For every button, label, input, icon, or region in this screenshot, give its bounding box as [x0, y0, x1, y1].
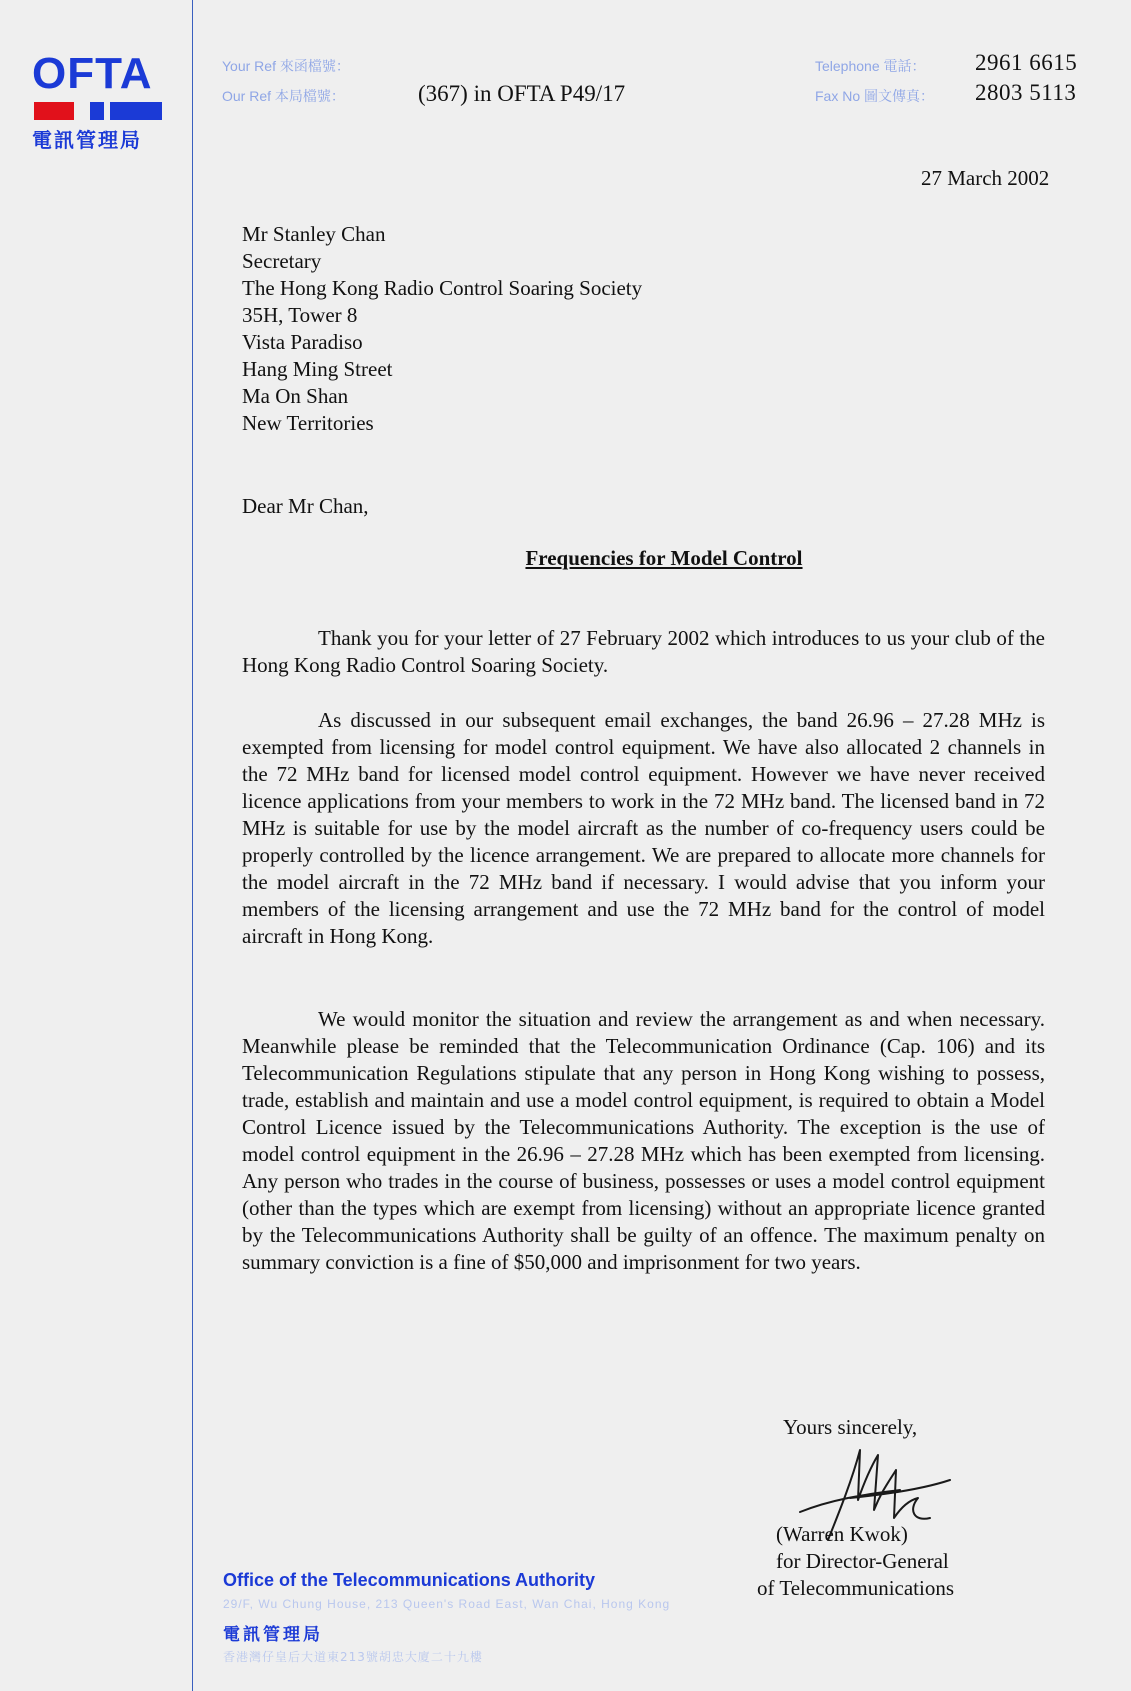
telephone-label: Telephone 電話： [815, 58, 926, 74]
valediction: Yours sincerely, [783, 1415, 918, 1439]
signatory-name: (Warren Kwok) [776, 1522, 908, 1546]
recipient-address [242, 221, 642, 437]
footer-office-name-chinese: 電訊管理局 [223, 1625, 323, 1645]
body-paragraph [242, 625, 1045, 679]
logo-blue-bar-large [110, 102, 162, 120]
signatory-title: for Director-General [776, 1549, 949, 1573]
paragraph-text: As discussed in our subsequent email exchanges, the band 26.96 – 27.28 MHz is exempted from licensing for model control equipment. We have also allocated 2 channels in the 72 MHz band for licensed model control equipment. However we have never received licence applications from your members to work in the 72 MHz band. The licensed band in 72 MHz is suitable for use by the model aircraft as the number of co-frequency users could be properly controlled by the licence arrangement. We are prepared to allocate more channels for the model aircraft in the 72 MHz band if necessary. I would advise that you inform your members of the licensing arrangement and use the 72 MHz band for the control of model aircraft in Hong Kong. [242, 708, 1045, 948]
address-line: 35H, Tower 8 [242, 303, 358, 327]
paragraph-text: We would monitor the situation and review the arrangement as and when necessary. Meanwhile please be reminded that the Telecommunication Ordinance (Cap. 106) and its Telecommunication Regulations stipulate that any person in Hong Kong wishing to possess, trade, establish and maintain and use a model control equipment, is required to obtain a Model Control Licence issued by the Telecommunications Authority. The exception is the use of model control equipment in the 26.96 – 27.28 MHz which has been exempted from licensing. Any person who trades in the course of business, possesses or uses a model control equipment (other than the types which are exempt from licensing) without an appropriate licence granted by the Telecommunications Authority shall be guilty of an offence. The maximum penalty on summary conviction is a fine of $50,000 and imprisonment for two years. [242, 1007, 1045, 1274]
margin-rule [192, 0, 193, 1691]
footer-address-chinese: 香港灣仔皇后大道東213號胡忠大廈二十九樓 [223, 1650, 483, 1664]
ofta-logo [32, 49, 164, 153]
our-ref-value: (367) in OFTA P49/17 [418, 81, 626, 106]
fax-label: Fax No 圖文傳真： [815, 88, 935, 104]
logo-chinese: 電訊管理局 [32, 128, 142, 152]
logo-wordmark: OFTA [32, 49, 153, 98]
your-ref-label: Your Ref 來函檔號： [222, 58, 350, 74]
subject-heading: Frequencies for Model Control [525, 546, 803, 570]
our-ref-label: Our Ref 本局檔號： [222, 88, 345, 104]
salutation: Dear Mr Chan, [242, 494, 369, 518]
signatory-title: of Telecommunications [757, 1576, 955, 1600]
body-paragraph [242, 1006, 1045, 1276]
fax-value: 2803 5113 [975, 80, 1077, 105]
logo-bars [32, 102, 164, 120]
logo-blue-bar-small [90, 102, 104, 120]
logo-red-bar [34, 102, 74, 120]
footer-address: 29/F, Wu Chung House, 213 Queen's Road East, Wan Chai, Hong Kong [223, 1597, 671, 1611]
telephone-value: 2961 6615 [975, 50, 1078, 75]
footer-office-name: Office of the Telecommunications Authority [223, 1570, 596, 1590]
address-line: Vista Paradiso [242, 330, 363, 354]
address-line: New Territories [242, 411, 374, 435]
paragraph-text: Thank you for your letter of 27 February 2002 which introduces to us your club of the Hong Kong Radio Control Soaring Society. [242, 626, 1045, 677]
body-paragraph [242, 707, 1045, 950]
address-line: Mr Stanley Chan [242, 222, 386, 246]
address-line: Ma On Shan [242, 384, 349, 408]
letter-date: 27 March 2002 [921, 166, 1050, 190]
address-line: Secretary [242, 249, 322, 273]
address-line: The Hong Kong Radio Control Soaring Society [242, 276, 643, 300]
address-line: Hang Ming Street [242, 357, 393, 381]
